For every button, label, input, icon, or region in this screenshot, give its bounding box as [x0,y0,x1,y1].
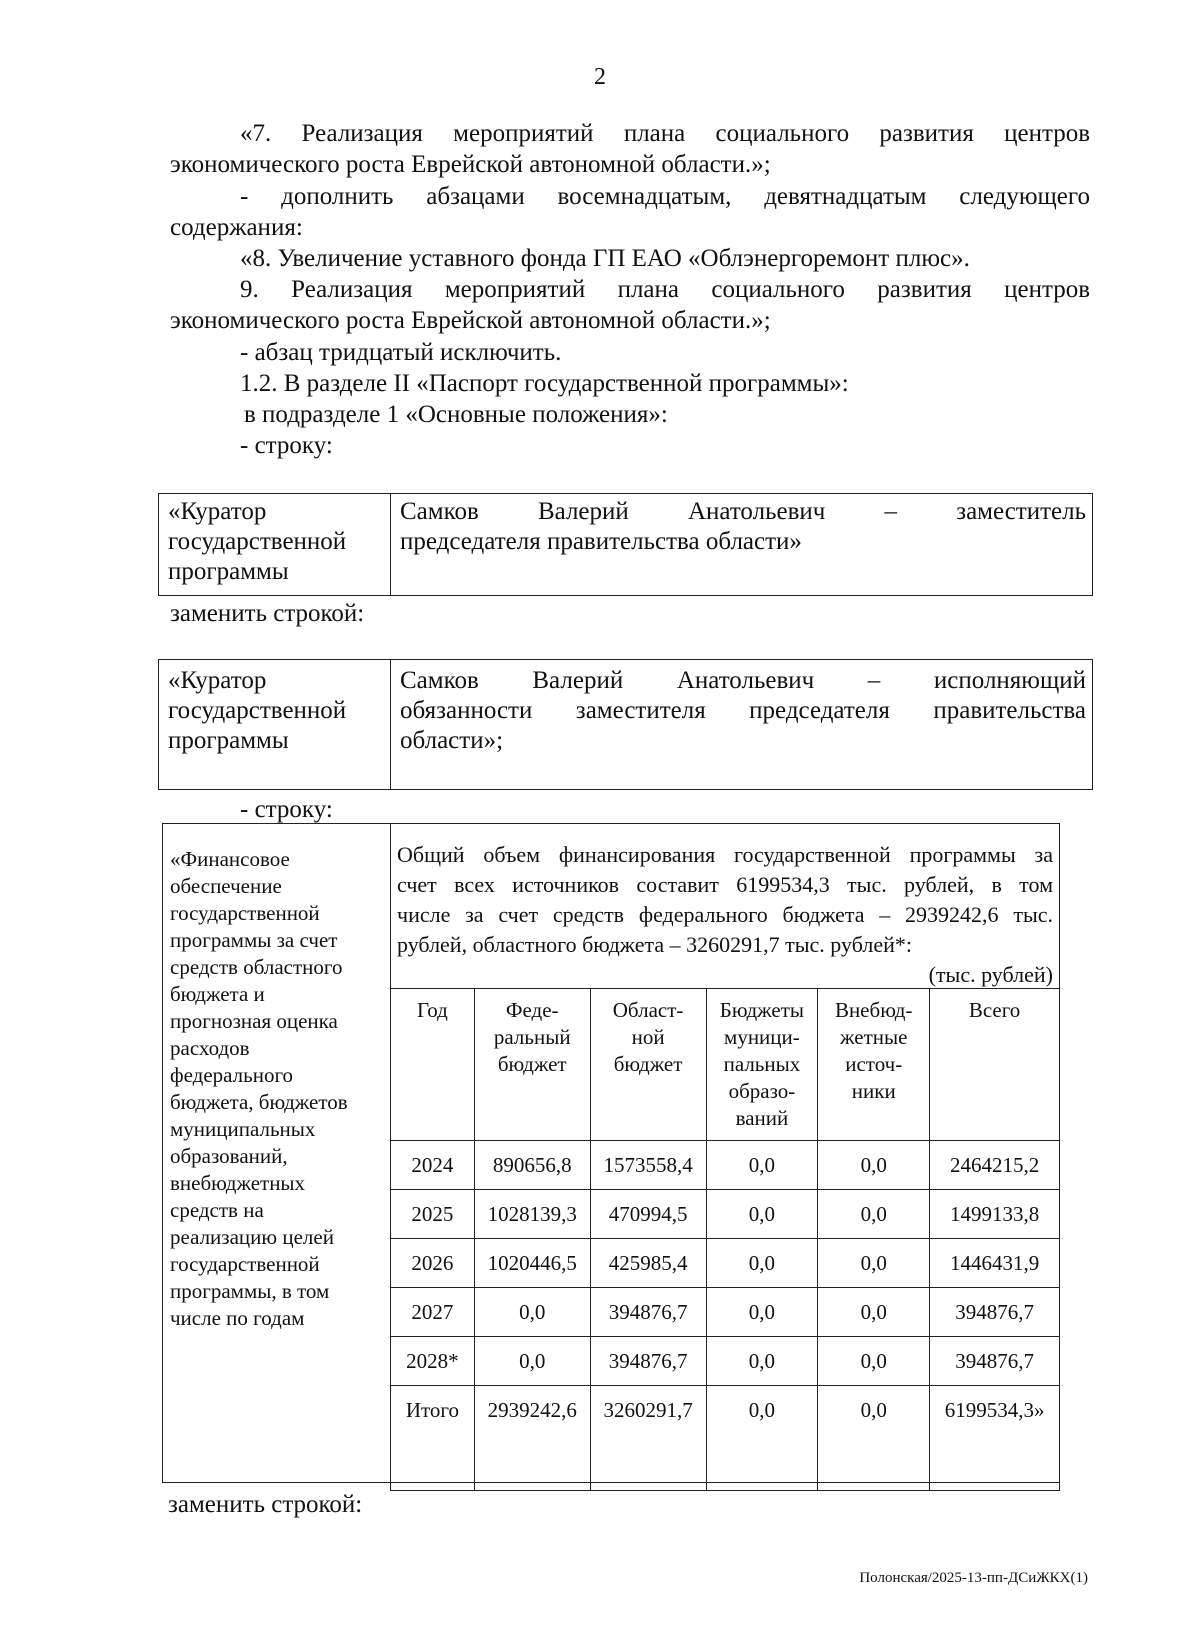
cell-municipal: 0,0 [706,1239,818,1288]
cell-regional: 1573558,4 [590,1141,706,1190]
cell-regional: 3260291,7 [590,1386,706,1491]
paragraph-line: в подразделе 1 «Основные положения»: [244,401,668,428]
table-row [391,1337,1060,1386]
table-row [391,1288,1060,1337]
cell-extrabudget: 0,0 [818,1190,930,1239]
cell-total: 394876,7 [930,1337,1060,1386]
paragraph-line: - дополнить абзацами восемнадцатым, девятнадцатым следующего [240,183,1090,210]
cell-year: 2025 [391,1190,475,1239]
finance-header-row [391,989,1060,1141]
cell-extrabudget: 0,0 [818,1239,930,1288]
cell-total: 1499133,8 [930,1190,1060,1239]
paragraph-line: «8. Увеличение уставного фонда ГП ЕАО «Облэнергоремонт плюс». [240,245,970,272]
cell-extrabudget: 0,0 [818,1288,930,1337]
cell-year: 2028* [391,1337,475,1386]
curator-old-divider [390,493,391,596]
cell-federal: 2939242,6 [474,1386,590,1491]
cell-total: 2464215,2 [930,1141,1060,1190]
finance-table [390,988,1060,1491]
cell-year: Итого [391,1386,475,1491]
curator-new-divider [390,659,391,790]
cell-total: 6199534,3» [930,1386,1060,1491]
table-row-total [391,1386,1060,1491]
cell-municipal: 0,0 [706,1288,818,1337]
curator-old-label: «Куратор государственной программы [168,498,347,585]
header-total: Всего [930,989,1060,1141]
page-number: 2 [594,64,606,90]
curator-old-value: Самков Валерий Анатольевич – заместитель председателя правительства области» [400,498,1086,555]
header-year: Год [391,989,475,1141]
cell-regional: 425985,4 [590,1239,706,1288]
paragraph-line: экономического роста Еврейской автономной области.»; [170,307,771,334]
document-footer: Полонская/2025-13-пп-ДСиЖКХ(1) [859,1570,1088,1586]
paragraph-line: - абзац тридцатый исключить. [240,339,562,366]
paragraph-line: содержания: [170,214,303,241]
cell-federal: 0,0 [474,1337,590,1386]
curator-new-label: «Куратор государственной программы [168,667,347,754]
cell-municipal: 0,0 [706,1337,818,1386]
header-extrabudget: Внебюд- жетные источ- ники [818,989,930,1141]
cell-extrabudget: 0,0 [818,1337,930,1386]
cell-regional: 470994,5 [590,1190,706,1239]
cell-year: 2027 [391,1288,475,1337]
table-row [391,1141,1060,1190]
finance-label: «Финансовое обеспечение государственной программы за счет средств областного бюджета и прогнозная оценка расходов федерального бюджета, бюджетов муниципальных образований, внебюджетных средств на реализацию целей государственной программы, в том числе по годам [170,847,348,1330]
cell-year: 2026 [391,1239,475,1288]
table-row [391,1190,1060,1239]
header-regional: Област- ной бюджет [590,989,706,1141]
table-row [391,1239,1060,1288]
cell-extrabudget: 0,0 [818,1141,930,1190]
cell-regional: 394876,7 [590,1288,706,1337]
header-federal: Феде- ральный бюджет [474,989,590,1141]
row-label: - строку: [240,796,333,823]
header-municipal: Бюджеты муници- пальных образо- ваний [706,989,818,1141]
finance-summary: Общий объем финансирования государственной программы за счет всех источников составит 6199534,3 тыс. рублей, в том числе за счет средств федерального бюджета – 2939242,6 тыс. рублей, областного бюджета – 3260291,7 тыс. рублей*: (тыс. рублей) [397,842,1053,987]
replace-label: заменить строкой: [168,1491,363,1518]
replace-label: заменить строкой: [170,600,365,627]
cell-municipal: 0,0 [706,1141,818,1190]
paragraph-line: «7. Реализация мероприятий плана социального развития центров [240,120,1090,147]
cell-total: 394876,7 [930,1288,1060,1337]
curator-new-value: Самков Валерий Анатольевич – исполняющий обязанности заместителя председателя правительства области»; [400,667,1086,754]
cell-municipal: 0,0 [706,1190,818,1239]
paragraph-line: 1.2. В разделе II «Паспорт государственной программы»: [240,370,849,397]
cell-total: 1446431,9 [930,1239,1060,1288]
cell-regional: 394876,7 [590,1337,706,1386]
cell-federal: 0,0 [474,1288,590,1337]
cell-federal: 1020446,5 [474,1239,590,1288]
cell-year: 2024 [391,1141,475,1190]
cell-extrabudget: 0,0 [818,1386,930,1491]
paragraph-line: - строку: [240,432,333,459]
cell-federal: 890656,8 [474,1141,590,1190]
cell-federal: 1028139,3 [474,1190,590,1239]
paragraph-line: экономического роста Еврейской автономной области.»; [170,151,771,178]
cell-municipal: 0,0 [706,1386,818,1491]
paragraph-line: 9. Реализация мероприятий плана социального развития центров [240,276,1090,303]
